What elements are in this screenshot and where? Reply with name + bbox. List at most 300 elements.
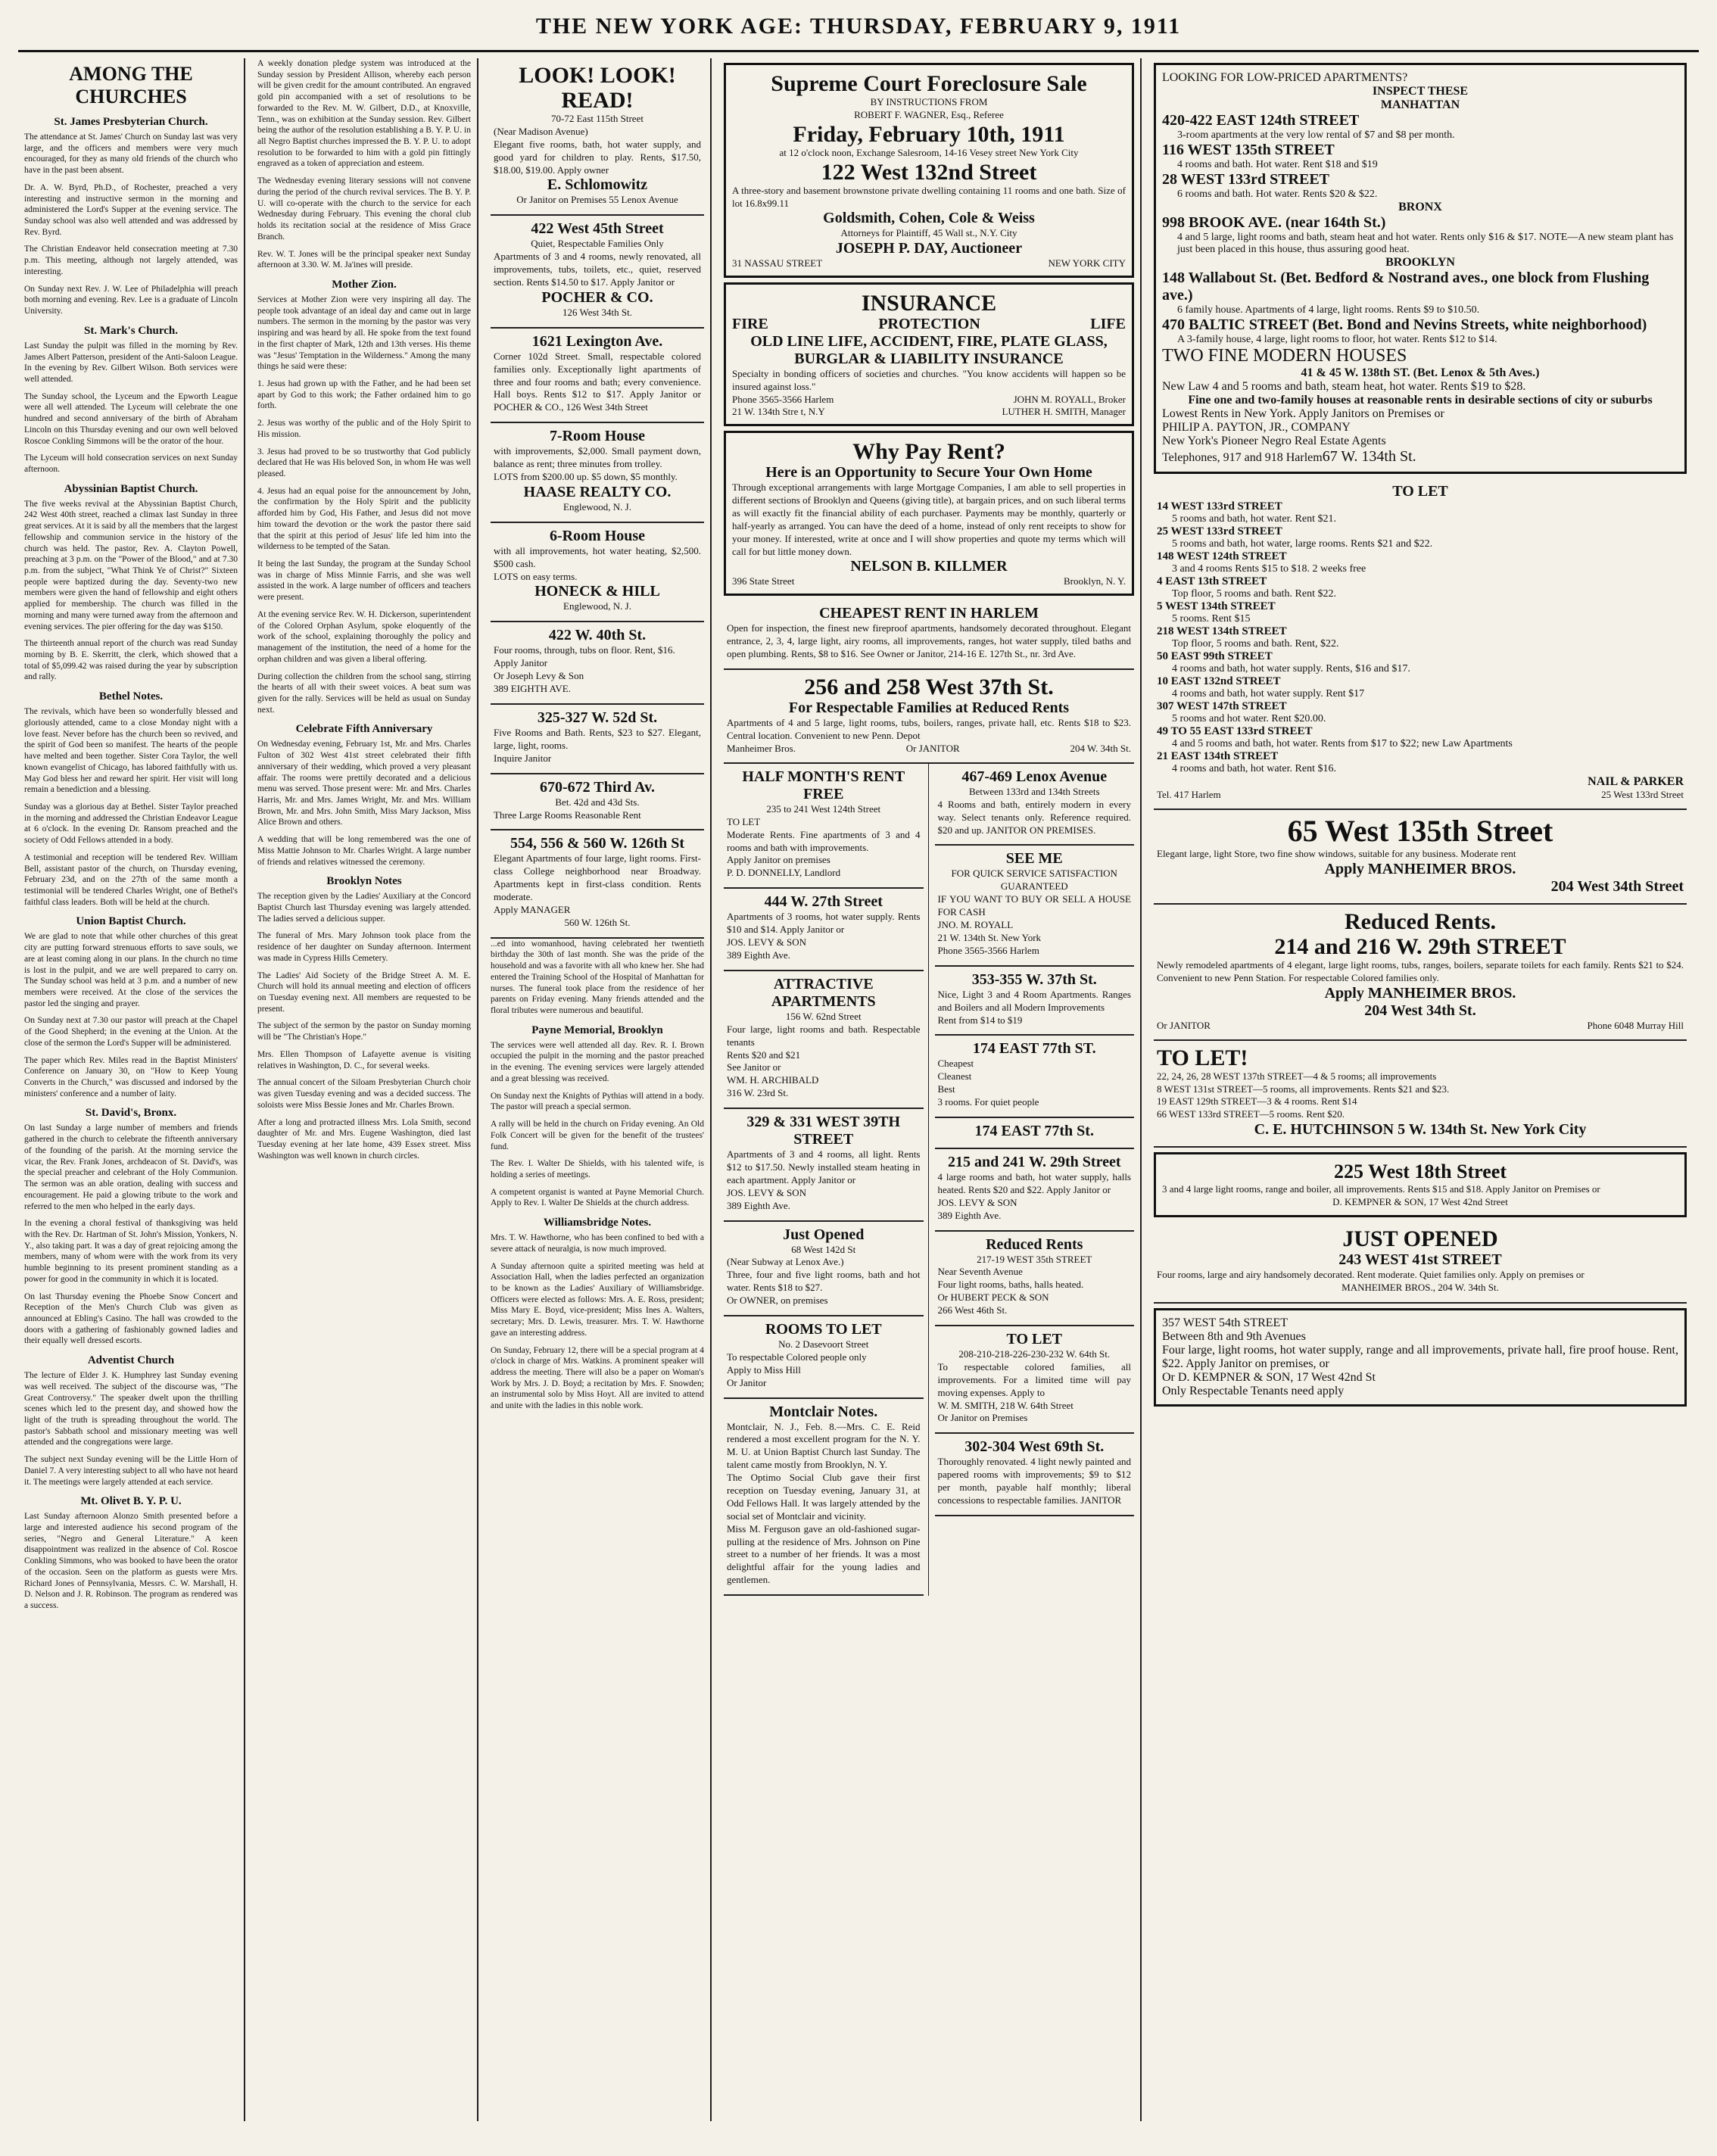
ad-line: Four rooms, through, tubs on floor. Rent, $16. [494, 644, 675, 656]
ad-line: (Near Subway at Lenox Ave.) [727, 1256, 844, 1268]
ad-subhead: No. 2 Dasevoort Street [778, 1338, 869, 1350]
classified-ad [724, 1222, 924, 1316]
ad-line: (Near Madison Avenue) [494, 125, 588, 137]
classified-ad [935, 1036, 1135, 1118]
ad-subhead: Bet. 42d and 43d Sts. [555, 796, 640, 808]
ad-headline: SEE ME [1005, 850, 1063, 868]
listing [1162, 142, 1678, 171]
ad-subhead: For Respectable Families at Reduced Rents [788, 699, 1070, 717]
paragraph: The revivals, which have been so wonderfully blessed and gloriously attended, came to a close Monday night with a love feast. Never before has the church been so revived, and the spirit of God been so manifest. The hearts of the people have melted and been together. Sister Cora Taylor, the well known evangelist of Chicago, has labored faithfully with us. May God bless her and reward her spirit. Her visit will long remain a benediction and a blessing. [24, 707, 238, 795]
manager: LUTHER H. SMITH, Manager [1002, 406, 1126, 418]
paragraph: It being the last Sunday, the program at the Sunday School was in charge of Miss Minnie Farris, and she was well assisted in the work. A large number of officers and teachers were present. [257, 559, 471, 603]
classified-ad [724, 1109, 924, 1221]
listing-address: 10 EAST 132nd STREET [1157, 675, 1281, 687]
ad-headline: 1621 Lexington Ave. [531, 332, 663, 350]
ad-line: 4 large rooms and bath, hot water supply, halls heated. Rents $20 and $22. Apply Janitor or [937, 1170, 1131, 1195]
classified-ad [724, 1316, 924, 1399]
insurance-words [732, 316, 1126, 333]
ad-footer: 126 West 34th St. [562, 306, 632, 318]
ad-line: 22, 24, 26, 28 WEST 137th STREET—4 & 5 rooms; all improvements [1157, 1070, 1437, 1082]
listing [1157, 550, 1684, 575]
ad-line: BY INSTRUCTIONS FROM [870, 96, 988, 107]
ad-subhead: Between 133rd and 134th Streets [968, 785, 1100, 797]
area-label: BROOKLYN [1385, 256, 1455, 269]
listing [1157, 750, 1684, 775]
listing-address: 5 WEST 134th STREET [1157, 600, 1276, 612]
column-real-estate [718, 58, 1142, 2121]
ad-footer-row [732, 394, 1126, 406]
newspaper-page [18, 14, 1699, 2126]
ad-advertiser: HONECK & HILL [534, 583, 660, 600]
classified-ad [491, 523, 704, 623]
advertiser: Manheimer Bros. [727, 742, 796, 754]
ad-line: Inquire Janitor [494, 752, 552, 764]
ad-line: Apply MANAGER [494, 903, 571, 915]
ad-line: Five Rooms and Bath. Rents, $23 to $27. Elegant, large, light, rooms. [494, 726, 701, 751]
paragraph: The five weeks revival at the Abyssinian Baptist Church, 242 West 40th street, reached a climax last Sunday in three great services. At it is said by all the members that the largest fellowship and communion service in the history of the church was held. The pastor, Rev. A. Clayton Powell, preaching at 3 p.m. on the "Power of the Blood," and at 7.30 p.m. from the subject, "What Think Ye of Christ?" Sixteen people were baptized during the day. Seventy-two new members were given the hand of fellowship and eight others applied for membership. The church was filled in the morning and many were turned away from the afternoon and evening services. The pier offering for the day was $150. [24, 499, 238, 631]
paragraph: 2. Jesus was worthy of the public and of the Holy Spirit to His mission. [257, 419, 471, 439]
paragraph: The reception given by the Ladies' Auxiliary at the Concord Baptist Church last Thursday evening was largely attended. The ladies served a delicious supper. [257, 892, 471, 924]
listing-detail: A 3-family house, 4 large, light rooms to floor, hot water. Rents $12 to $14. [1177, 334, 1497, 345]
ad-line: To respectable Colored people only [727, 1351, 867, 1363]
listing-address: 998 BROOK AVE. (near 164th St.) [1162, 214, 1386, 231]
why-pay-rent-ad [724, 431, 1134, 596]
paragraph: A weekly donation pledge system was introduced at the Sunday session by President Allison, whereby each person will be given credit for the amount contributed. An engraved gold pin accompanied with a set of resolutions to be forwarded to the Rev. M. W. Gilbert, D.D., at Knoxville, Tenn., was on exhibition at the Sunday session. Rev. Gilbert being the author of the resolution establishing a B. Y. P. U. in all Negro Baptist churches impressed the B. Y. P. U. to adopt resolution to be forwarded to him with a gold pin fittingly engraved as a token of appreciation and esteem. [257, 59, 471, 169]
ad-footer: Englewood, N. J. [563, 600, 631, 612]
paragraph: On Sunday next Rev. J. W. Lee of Philadelphia will preach both morning and evening. Rev. Lee is a graduate of Lincoln University. [24, 284, 238, 316]
classified-ad [935, 967, 1135, 1036]
property-address: 122 West 132nd Street [821, 159, 1037, 185]
ad-headline: ROOMS TO LET [765, 1320, 882, 1338]
ad-line: Montclair, N. J., Feb. 8.—Mrs. C. E. Reid rendered a most excellent program for the N. Y. M. U. at Union Baptist Church last Sunday. The talent came mostly from Brooklyn, N. Y. [727, 1420, 921, 1471]
ad-headline: 7-Room House [549, 428, 646, 445]
ad-footer-row [727, 743, 1131, 755]
ad-line: Rent from $14 to $19 [937, 1014, 1023, 1026]
ad-headline: 467-469 Lenox Avenue [961, 768, 1108, 785]
section-heading: St. David's, Bronx. [85, 1107, 177, 1120]
ad-address: 204 West 34th Street [1550, 877, 1684, 895]
agent-name: C. E. HUTCHINSON 5 W. 134th St. New York City [1254, 1121, 1587, 1139]
attorney-firm: Goldsmith, Cohen, Cole & Weiss [823, 210, 1035, 227]
classified-ad [491, 830, 704, 938]
classified-ad [491, 329, 704, 423]
ad-line: 266 West 46th St. [937, 1304, 1008, 1316]
ad-headline: Montclair Notes. [769, 1403, 878, 1420]
listing [1157, 600, 1684, 625]
ad-line: Elegant five rooms, bath, hot water supply, and good yard for children to play. Rents, $17.50, $18.00, $19.00. Apply owner [494, 138, 701, 176]
listing-detail: 5 rooms and hot water. Rent $20.00. [1172, 713, 1326, 724]
ad-headline: 554, 556 & 560 W. 126th St [509, 835, 685, 852]
ad-headline: TO LET [1392, 483, 1448, 500]
insurance-word: LIFE [1090, 316, 1126, 333]
agent-name: MANHEIMER BROS., 204 W. 34th St. [1342, 1281, 1499, 1293]
ad-line: ROBERT F. WAGNER, Esq., Referee [854, 108, 1004, 120]
store-ad [1154, 810, 1687, 905]
classified-ad [935, 1232, 1135, 1326]
ad-line: Three, four and five light rooms, bath and hot water. Rents $18 to $27. [727, 1269, 921, 1294]
ad-line: with all improvements, hot water heating, $2,500. $500 cash. [494, 544, 701, 569]
agent-name: NAIL & PARKER [1588, 775, 1684, 788]
listing-address: 470 BALTIC STREET (Bet. Bond and Nevins Streets, white neighborhood) [1162, 316, 1647, 333]
ad-headline: 65 West 135th Street [1287, 814, 1553, 848]
paragraph: The attendance at St. James' Church on Sunday last was very large, and the officers and members were very much encouraged, for they as many old friends of the church who have in the past been absent. [24, 132, 238, 176]
ad-body: Newly remodeled apartments of 4 elegant, large light rooms, tubs, ranges, boilers, separate toilets for each family. Rents $21 to $24. Convenient to new Penn Station. For respectable Colored families only. [1157, 958, 1684, 983]
ad-line: Moderate Rents. Fine apartments of 3 and 4 rooms and bath with improvements. [727, 828, 921, 853]
ad-line: See Janitor or [727, 1061, 781, 1073]
ad-subhead: 156 W. 62nd Street [785, 1010, 862, 1022]
ad-line: Three Large Rooms Reasonable Rent [494, 808, 641, 821]
paragraph: The funeral of Mrs. Mary Johnson took place from the residence of her daughter on Sunday afternoon. Interment was made in Cypress Hills Cemetery. [257, 931, 471, 963]
listing-address: 25 WEST 133rd STREET [1157, 525, 1282, 537]
ad-line: Four light rooms, baths, halls heated. [937, 1279, 1084, 1291]
paragraph: In the evening a choral festival of thanksgiving was held with the Rev. Dr. Hartman of St. John's Mission, Yonkers, N. Y., also taking part. It was a day of great rejoicing among the members, many of whom were with the work from its very humble beginning to its present prominent standing as a power for good in the community in which it is located. [24, 1219, 238, 1284]
paragraph: Mrs. T. W. Hawthorne, who has been confined to bed with a severe attack of neuralgia, is now much improved. [491, 1233, 704, 1254]
paragraph: The subject of the sermon by the pastor on Sunday morning will be "The Christian's Hope." [257, 1021, 471, 1042]
ad-line: Fine one and two-family houses at reasonable rents in desirable sections of city or suburbs [1188, 394, 1653, 407]
paragraph: 3. Jesus had proved to be so trustworthy that God publicly declared that He was His beloved Son, in whom He was well pleased. [257, 447, 471, 478]
ad-subhead: 235 to 241 West 124th Street [766, 802, 881, 815]
ad-line: Corner 102d Street. Small, respectable colored families only. Exceptionally light apartments of three and four rooms and bath; every convenience. Hall boys. Rents $12 to $17. Apply Janitor or POCHER & CO., 126 West 34th Street [494, 350, 701, 413]
ad-alt: Or JANITOR [1157, 1019, 1211, 1031]
classified-ad [935, 764, 1135, 846]
ad-body: Four rooms, large and airy handsomely decorated. Rent moderate. Quiet families only. Apply on premises or [1157, 1268, 1585, 1280]
company-name: PHILIP A. PAYTON, JR., COMPANY [1162, 421, 1351, 434]
ad-line: Or OWNER, on premises [727, 1295, 828, 1307]
ad-headline: JUST OPENED [1342, 1226, 1498, 1251]
ad-line: IF YOU WANT TO BUY OR SELL A HOUSE FOR CASH [937, 893, 1131, 918]
ad-headline: 444 W. 27th Street [764, 893, 883, 911]
ad-line: Miss M. Ferguson gave an old-fashioned sugar-pulling at the residence of Mrs. Johnson on Pine street to a number of her friends. It was a most delightful affair for the young ladies and gentlemen. [727, 1522, 921, 1586]
ad-headline: Why Pay Rent? [852, 439, 1005, 465]
ad-headline: LOOK! LOOK! READ! [519, 63, 676, 113]
paragraph: On last Sunday a large number of members and friends gathered in the church to celebrate the fifteenth anniversary of the founding of the parish. At the morning service the vicar, the Rev. Frank Jones, archdeacon of St. David's, was the special preacher and celebrant of the Holy Communion. The sermon was an able oration, dealing with success and encouragement. He paid a glowing tribute to the work and referred to the men who helped in the early days. [24, 1123, 238, 1211]
classified-ad [935, 1118, 1135, 1149]
ad-address: 204 W. 34th St. [1070, 742, 1131, 754]
section-heading: Abyssinian Baptist Church. [64, 482, 198, 495]
broker-address: 21 W. 134th Stre t, N.Y [732, 406, 825, 418]
ad-footer: 560 W. 126th St. [564, 916, 631, 928]
paragraph: The Christian Endeavor held consecration meeting at 7.30 p.m. This meeting, although not largely attended, was interesting. [24, 245, 238, 276]
ad-headline: 422 West 45th Street [531, 220, 664, 238]
listing [1162, 214, 1678, 256]
listing-address: 4 EAST 13th STREET [1157, 575, 1267, 587]
ad-city: NEW YORK CITY [1048, 257, 1126, 270]
ad-line: Near Seventh Avenue [937, 1266, 1023, 1278]
listing-detail: 5 rooms and bath, hot water. Rent $21. [1172, 513, 1336, 525]
insurance-word: PROTECTION [878, 316, 980, 333]
ad-footer-row [1157, 1020, 1684, 1032]
paragraph: The annual concert of the Siloam Presbyterian Church choir was given Tuesday evening and was a decided success. The soloists were Miss Bessie Jones and Mr. Charles Brown. [257, 1078, 471, 1110]
ad-line: at 12 o'clock noon, Exchange Salesroom, 14-16 Vesey street New York City [779, 146, 1079, 158]
listing-address: 49 TO 55 EAST 133rd STREET [1157, 725, 1313, 737]
ad-footer-row [1157, 789, 1684, 801]
ad-line: 21 W. 134th St. New York [937, 931, 1042, 943]
listing [1157, 575, 1684, 600]
company-tagline: New York's Pioneer Negro Real Estate Agents [1162, 435, 1386, 447]
listing-detail: 3-room apartments at the very low rental of $7 and $8 per month. [1177, 129, 1455, 141]
insurance-ad [724, 282, 1134, 426]
ad-line: Or Janitor on Premises [937, 1412, 1028, 1424]
ad-headline: 174 EAST 77th ST. [972, 1040, 1096, 1058]
section-heading: Mother Zion. [332, 278, 397, 291]
ad-line: LOTS from $200.00 up. $5 down, $5 monthly. [494, 471, 678, 483]
ad-line: 66 WEST 133rd STREET—5 rooms. Rent $20. [1157, 1108, 1345, 1120]
paragraph: The Ladies' Aid Society of the Bridge Street A. M. E. Church will hold its annual meeting and election of officers on Tuesday evening next. All members are requested to be present. [257, 971, 471, 1014]
column-apartments [1148, 58, 1693, 2121]
ad-line: Apply Janitor [494, 657, 548, 669]
ad-headline: TO LET! [1157, 1045, 1248, 1070]
listing-detail: New Law 4 and 5 rooms and bath, steam heat, hot water. Rents $19 to $28. [1162, 380, 1526, 393]
section-heading: Union Baptist Church. [76, 915, 186, 928]
ad-line: TO LET [727, 815, 761, 827]
agent-name: Or D. KEMPNER & SON, 17 West 42nd St [1162, 1370, 1376, 1384]
classified-ad [491, 58, 704, 216]
ad-body: 3 and 4 large light rooms, range and boiler, all improvements. Rents $15 and $18. Apply Janitor on Premises or [1162, 1183, 1600, 1195]
listing-detail: 6 rooms and bath. Hot water. Rents $20 & $22. [1177, 188, 1378, 200]
section-heading: Adventist Church [87, 1354, 175, 1367]
two-column-ads [724, 764, 1134, 1596]
ad-line: Thoroughly renovated. 4 light newly painted and papered rooms with improvements; $9 to $12 per month, payable half monthly; liberal concessions to respectable families. JANITOR [937, 1456, 1131, 1506]
ad-headline: 302-304 West 69th St. [964, 1438, 1105, 1456]
section-heading: St. Mark's Church. [84, 324, 178, 337]
classified-ad [491, 705, 704, 774]
listing-detail: 5 rooms. Rent $15 [1172, 613, 1251, 625]
columns [18, 58, 1699, 2121]
paragraph: A testimonial and reception will be tendered Rev. William Bell, assistant pastor of the church, on Thursday evening, February 23d, and on the 27th of the same month a testimonial will be tendered Charles Wright, one of Bethel's faithful class leaders. Both will be held at the church. [24, 852, 238, 907]
ad-subhead: 217-19 WEST 35th STREET [977, 1253, 1092, 1265]
classified-ad [491, 423, 704, 523]
ad-footer-row [1162, 448, 1678, 466]
paragraph: The Lyceum will hold consecration services on next Sunday afternoon. [24, 453, 238, 474]
ad-line: with improvements, $2,000. Small payment down, balance as rent; three minutes from trolley. [494, 445, 701, 470]
classified-ad [935, 846, 1135, 966]
ad-subhead: 70-72 East 115th Street [551, 113, 643, 124]
listing-address: 50 EAST 99th STREET [1157, 650, 1273, 662]
ad-footer-row [732, 406, 1126, 418]
ad-headline: INSURANCE [861, 291, 997, 316]
ad-subhead: Between 8th and 9th Avenues [1162, 1329, 1306, 1343]
ad-headline: 256 and 258 West 37th St. [804, 675, 1054, 700]
ad-line: LOTS on easy terms. [494, 570, 578, 582]
paragraph: After a long and protracted illness Mrs. Lola Smith, second daughter of Mr. and Mrs. Eugene Washington, died last Tuesday evening at her late home, 439 Essex street. Miss Washington was well known in church circles. [257, 1117, 471, 1161]
ad-body: Elegant large, light Store, two fine show windows, suitable for any business. Moderate rent [1157, 848, 1516, 859]
ad-line: Rents $20 and $21 [727, 1048, 801, 1061]
ad-subhead: 208-210-218-226-230-232 W. 64th St. [958, 1348, 1111, 1360]
ad-headline: Reduced Rents. [1345, 908, 1496, 934]
ad-line: A three-story and basement brownstone private dwelling containing 11 rooms and one bath. Size of lot 16.8x99.11 [732, 184, 1126, 209]
ad-headline: 174 EAST 77th St. [974, 1122, 1094, 1139]
agent-address: 25 West 133rd Street [1601, 789, 1684, 800]
listing-detail: Top floor, 5 rooms and bath. Rent, $22. [1172, 638, 1339, 650]
ad-subhead: INSPECT THESE [1372, 85, 1469, 98]
classified-ad [724, 1399, 924, 1597]
ad-body: Open for inspection, the finest new fireproof apartments, handsomely decorated throughout. Elegant entrance, 2, 3, 4, large light, airy rooms, all improvements, ranges, hot water supply, tiled baths and open plumbing. Rents, $8 to $16. See Owner or Janitor, 214-16 E. 127th St., nr. 3rd Ave. [727, 622, 1131, 660]
listing-address: 28 WEST 133rd STREET [1162, 171, 1330, 188]
ad-address: 204 West 34th St. [1364, 1002, 1476, 1019]
company-address: 67 W. 134th St. [1322, 448, 1416, 465]
ad-line: JOS. LEVY & SON [727, 1186, 806, 1198]
paragraph: A rally will be held in the church on Friday evening. An Old Folk Concert will be given for the benefit of the trustees' fund. [491, 1120, 704, 1151]
section-heading: Payne Memorial, Brooklyn [531, 1023, 663, 1036]
listing [1162, 316, 1678, 346]
listing-detail: Top floor, 5 rooms and bath. Rent $22. [1172, 588, 1336, 600]
ad-line: OLD LINE LIFE, ACCIDENT, FIRE, PLATE GLASS, BURGLAR & LIABILITY INSURANCE [750, 333, 1108, 368]
listing-detail: 3 and 4 rooms Rents $15 to $18. 2 weeks free [1172, 563, 1366, 575]
paragraph: The thirteenth annual report of the church was read Sunday morning by B. E. Skerritt, the clerk, which showed that a total of $5,099.42 was raised during the year by subscription and rally. [24, 639, 238, 682]
paragraph: Last Sunday the pulpit was filled in the morning by Rev. James Albert Patterson, president of the Anti-Saloon League. In the evening by Rev. Gilbert Wilson. Both services were well attended. [24, 341, 238, 384]
paragraph: Last Sunday afternoon Alonzo Smith presented before a large and interested audience his second program of the series, "Negro and General Literature." A keen disappointment was realized in the absence of Col. Roscoe Conkling Simmons, who was booked to have been the orator of the occasion. Seen on the platform as guests were Mrs. Richard Jones of Pennsylvania, Messrs. C. W. Marshall, H. D. Nelson and J. R. Robinson. The program as rendered was a success. [24, 1512, 238, 1611]
paragraph: On last Thursday evening the Phoebe Snow Concert and Reception of the Men's Church Club was given as announced at Ebling's Casino. The hall was crowded to the doors with a gathering of fashionably gowned ladies and their equally well dressed escorts. [24, 1291, 238, 1346]
ad-line: Four large, light rooms and bath. Respectable tenants [727, 1023, 921, 1048]
paragraph: 1. Jesus had grown up with the Father, and he had been set apart by God to this work; the Father ordained him to go forth. [257, 379, 471, 411]
listing [1162, 171, 1678, 201]
ad-line: Apply Janitor on premises [727, 854, 830, 866]
column-title: AMONG THE CHURCHES [69, 63, 193, 107]
ad-line: W. M. SMITH, 218 W. 64th Street [937, 1399, 1074, 1411]
ad-headline: TWO FINE MODERN HOUSES [1162, 346, 1407, 366]
ad-footer-row [732, 257, 1126, 270]
reduced-rents-ad [1154, 905, 1687, 1041]
ad-line: To respectable colored families, all improvements. For a limited time will pay moving expenses. Apply to [937, 1360, 1131, 1398]
west-54th-ad [1154, 1308, 1687, 1407]
ad-headline: 353-355 W. 37th St. [971, 971, 1097, 988]
listing [1157, 650, 1684, 675]
listing [1162, 270, 1678, 316]
ad-line: JNO. M. ROYALL [937, 919, 1014, 931]
paragraph: A Sunday afternoon quite a spirited meeting was held at Association Hall, when the ladies perfected an organization to be known as the Ladies' Auxiliary of Williamsbridge. Officers were elected as follows: Mrs. A. E. Ross, president; Miss Mary E. Boyd, vice-president; Miss Ines A. Walters, secretary; Mrs. D. Lewis, treasurer. Mrs. T. W. Hawthorne gave an interesting address. [491, 1261, 704, 1338]
column-churches [18, 58, 245, 2121]
ad-headline: 357 WEST 54th STREET [1162, 1316, 1289, 1329]
ad-headline: TO LET [1006, 1330, 1063, 1348]
listing [1157, 675, 1684, 700]
ad-headline: 329 & 331 WEST 39TH STREET [746, 1114, 901, 1148]
ad-line: Apartments of 3 and 4 rooms, newly renovated, all improvements, tubs, toilets, etc., quiet, reserved section. Rents $14.50 to $17. Apply Janitor or [494, 251, 701, 288]
listing-address: 307 WEST 147th STREET [1157, 700, 1287, 712]
listing-detail: 6 family house. Apartments of 4 large, light rooms. Rents $9 to $10.50. [1177, 304, 1480, 316]
ad-apply: Apply MANHEIMER BROS. [1324, 984, 1516, 1002]
west-37th-ad [724, 670, 1134, 764]
paragraph: The subject next Sunday evening will be the Little Horn of Daniel 7. A very interesting subject to all who have not heard it. The meetings were largely attended at each service. [24, 1455, 238, 1487]
listing-detail: 4 rooms and bath, hot water supply. Rent $17 [1172, 688, 1365, 699]
ad-headline: CHEAPEST RENT IN HARLEM [819, 605, 1039, 622]
ad-body: Apartments of 4 and 5 large, light rooms, tubs, boilers, ranges, private hall, etc. Rents $18 to $23. Central location. Convenient to new Penn. Depot [727, 717, 1131, 742]
paragraph: Dr. A. W. Byrd, Ph.D., of Rochester, preached a very interesting and instructive sermon in the morning and administered the Lord's Supper at the evening service. The Sunday school was also well attended and was addressed by Rev. Byrd. [24, 182, 238, 237]
foreclosure-sale-ad [724, 63, 1134, 278]
ad-alt: Or JANITOR [905, 742, 960, 754]
broker: JOHN M. ROYALL, Broker [1013, 394, 1126, 406]
low-priced-apartments-ad [1154, 63, 1687, 474]
listing-address: 14 WEST 133rd STREET [1157, 500, 1282, 513]
listing-address: 116 WEST 135th STREET [1162, 142, 1335, 158]
ad-headline: ATTRACTIVE APARTMENTS [771, 975, 876, 1010]
ad-subhead: 68 West 142d St [791, 1243, 856, 1255]
paragraph: A competent organist is wanted at Payne Memorial Church. Apply to Rev. I. Walter De Shields at the church address. [491, 1187, 704, 1208]
to-let-list [1154, 478, 1687, 810]
ad-headline: Just Opened [783, 1226, 865, 1243]
ad-line: JOS. LEVY & SON [727, 936, 806, 949]
ad-headline: 6-Room House [549, 527, 646, 544]
ad-headline: 422 W. 40th St. [548, 627, 647, 644]
paragraph: Services at Mother Zion were very inspiring all day. The people took advantage of an ideal day and came out in large numbers. The sermon in the morning by the pastor was very inspiring and was heard by all. He spoke from the text found in the first chapter of Mark, 12th and 13th verses. His theme was "Jesus' Temptation in the Wilderness." Among the many things he said were these: [257, 294, 471, 372]
classified-ad [491, 774, 704, 831]
ad-line: Phone 3565-3566 Harlem [937, 944, 1039, 956]
ad-line: Best [937, 1083, 955, 1095]
ad-footer-row [732, 575, 1126, 587]
classified-ad [724, 764, 924, 889]
paragraph: Mrs. Ellen Thompson of Lafayette avenue is visiting relatives in Washington, D. C., for several weeks. [257, 1049, 471, 1070]
ad-line: 389 Eighth Ave. [937, 1209, 1002, 1221]
ad-line: Or Joseph Levy & Son [494, 670, 584, 682]
ad-advertiser: E. Schlomowitz [547, 176, 648, 194]
listing-detail: 4 and 5 large, light rooms and bath, steam heat and hot water. Rents only $16 & $17. NOTE—A new steam plant has just been placed in this house, thus assuring good heat. [1177, 232, 1674, 255]
listing [1162, 112, 1678, 142]
ad-line: 316 W. 23rd St. [727, 1087, 789, 1099]
ad-footer: Englewood, N. J. [563, 500, 631, 513]
ad-footer: Only Respectable Tenants need apply [1162, 1384, 1345, 1397]
ad-headline: 225 West 18th Street [1334, 1161, 1507, 1183]
ad-line: Apartments of 3 rooms, hot water supply. Rents $10 and $14. Apply Janitor or [727, 911, 921, 936]
sale-date: Friday, February 10th, 1911 [793, 121, 1065, 147]
listing-detail: 4 rooms and bath. Hot water. Rent $18 and $19 [1177, 159, 1378, 170]
listing-detail: 5 rooms and bath, hot water, large rooms. Rents $21 and $22. [1172, 538, 1433, 550]
section-heading: Mt. Olivet B. Y. P. U. [80, 1495, 182, 1508]
phone: Phone 3565-3566 Harlem [732, 394, 834, 406]
ad-line: Or HUBERT PECK & SON [937, 1291, 1049, 1304]
ad-line: The Optimo Social Club gave their first reception on Tuesday evening, January 31, at Odd Fellows Hall. It was largely attended by the social set of Montclair and vicinity. [727, 1472, 921, 1522]
listing [1157, 525, 1684, 550]
ad-headline: Supreme Court Foreclosure Sale [771, 71, 1087, 96]
masthead: THE NEW YORK AGE: THURSDAY, FEBRUARY 9, 1911 [18, 14, 1699, 52]
paragraph: On Wednesday evening, February 1st, Mr. and Mrs. Charles Fulton of 302 West 41st street celebrated their fifth anniversary of their wedding, which proved a very pleasant affair. The rooms were prettily decorated and a delicious menu was served. Those present were: Mr. and Mrs. Charles Harris, Mr. and Mrs. James Wright, Mr. and Mrs. William Brown, Mr. and Mrs. John Smith, Miss Mary Jackson, Miss Alice Brown and others. [257, 740, 471, 827]
ad-city: Brooklyn, N. Y. [1064, 575, 1126, 587]
paragraph: The lecture of Elder J. K. Humphrey last Sunday evening was well received. The subject of the discourse was, "The Great Controversy." The speaker dwelt upon the thrilling scenes which led to the present day, and showed how the light of the truth is spreading throughout the world. The pastor's Sabbath school and missionary meeting was well attended and the congregations were large. [24, 1371, 238, 1447]
paragraph: On Sunday next at 7.30 our pastor will preach at the Chapel of the Good Shepherd; in the evening at the Union. At the close of the sermon the Lord's Supper will be administered. [24, 1016, 238, 1048]
ad-line: Cleanest [937, 1070, 972, 1083]
telephone: Telephones, 917 and 918 Harlem [1162, 451, 1323, 464]
listing-address: 148 WEST 124th STREET [1157, 550, 1287, 562]
paragraph: The services were well attended all day. Rev. R. I. Brown occupied the pulpit in the morning and the pastor preached in the evening. The evening services were largely attended and a great blessing was received. [491, 1040, 704, 1083]
ad-line: Specialty in bonding officers of societies and churches. "You know accidents will happen so be insured against loss." [732, 368, 1126, 393]
area-label: MANHATTAN [1380, 98, 1460, 111]
ad-headline: 670-672 Third Av. [539, 778, 656, 796]
listing-detail: 4 rooms and bath, hot water supply. Rents, $16 and $17. [1172, 663, 1410, 675]
paragraph: The paper which Rev. Miles read in the Baptist Ministers' Conference on January 30, on "How to Keep Young Converts in the Church," was discussed and indorsed by the ministers' conference and a number of laity. [24, 1055, 238, 1098]
ad-headline: Reduced Rents [986, 1235, 1083, 1253]
ad-line: Lowest Rents in New York. Apply Janitors on Premises or [1162, 407, 1444, 420]
ad-subhead: 243 WEST 41st STREET [1338, 1251, 1502, 1268]
ad-line: 19 EAST 129th STREET—3 & 4 rooms. Rent $14 [1157, 1095, 1357, 1108]
paragraph: On Sunday next the Knights of Pythias will attend in a body. The pastor will preach a special sermon. [491, 1091, 704, 1112]
ad-advertiser: POCHER & CO. [541, 288, 653, 306]
listing-address: 41 & 45 W. 138th ST. (Bet. Lenox & 5th Aves.) [1301, 366, 1540, 379]
advertiser: NELSON B. KILLMER [850, 558, 1008, 575]
area-label: BRONX [1398, 201, 1442, 213]
ad-body: Through exceptional arrangements with large Mortgage Companies, I am able to sell properties in different sections of Brooklyn and Queens (giving title), at bargain prices, and on such liberal terms as will exactly fit the financial ability of each purchaser. Payments may be monthly, quarterly or half-yearly as arranged. You can have the deed of a home, instead of only rent receipts to show for your money. If interested, write at once and I will show properties and quote my terms which will call for but little money down. [732, 481, 1126, 557]
section-heading: St. James Presbyterian Church. [54, 116, 208, 128]
ad-body: Four large, light rooms, hot water supply, range and all improvements, private hall, fire proof house. Rent, $22. Apply Janitor on premises, or [1162, 1343, 1678, 1370]
paragraph: A wedding that will be long remembered was the one of Miss Mattie Johnson to Mr. Charles Wright. A large number of friends and relatives witnessed the ceremony. [257, 835, 471, 867]
ad-line: 389 EIGHTH AVE. [494, 683, 571, 695]
section-heading: Bethel Notes. [98, 690, 164, 703]
classified-ad [724, 889, 924, 971]
agent-name: D. KEMPNER & SON, 17 West 42nd Street [1332, 1196, 1508, 1208]
ad-headline: LOOKING FOR LOW-PRICED APARTMENTS? [1162, 71, 1408, 84]
paragraph: We are glad to note that while other churches of this great city are putting forward strenuous efforts to save souls, we are at least coming along in our plans. In the church no time is lost in the pulpit, and we are well prepared to carry on. The Sunday school was held at 3 p.m. and a number of new members were received. At the close of the services the pastor led the singing and prayer. [24, 932, 238, 1008]
ad-line: 8 WEST 131st STREET—5 rooms, all improvements. Rents $21 and $23. [1157, 1083, 1450, 1095]
section-heading: Williamsbridge Notes. [543, 1217, 652, 1229]
listing-detail: 4 and 5 rooms and bath, hot water. Rents from $17 to $22; new Law Apartments [1172, 738, 1513, 749]
classified-ad [935, 1149, 1135, 1232]
